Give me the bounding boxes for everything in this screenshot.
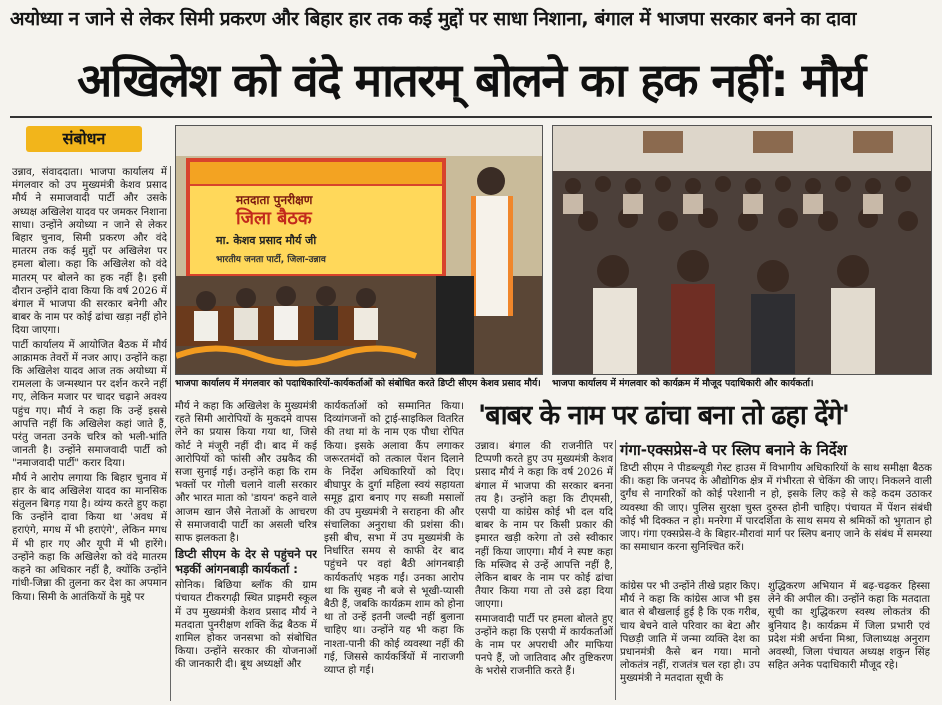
article-column-3 <box>324 400 464 700</box>
quote-headline: 'बाबर के नाम पर ढांचा बना तो ढहा देंगे' <box>478 400 850 431</box>
main-headline: अखिलेश को वंदे मातरम् बोलने का हक नहीं: मौर्य <box>77 53 865 107</box>
paragraph: मौर्य ने कहा कि अखिलेश के मुख्यमंत्री रहते सिमी आरोपियों के मुकदमे वापस लेने का प्रयास किया गया था, जिसे कोर्ट ने मंजूरी नहीं दी। बाद में कई आरोपियों को फांसी और उम्रकैद की सजा सुनाई गई। उन्होंने कहा कि राम भक्तों पर गोली चलाने वाली सरकार और भारत माता को 'डायन' कहने वाले आजम खान जैसे नेताओं के आचरण से समाजवादी पार्टी का असली चरित्र साफ झलकता है। <box>175 401 317 545</box>
photo-2-illustration <box>553 126 932 375</box>
banner-line-4: भारतीय जनता पार्टी, जिला-उन्नाव <box>216 255 326 265</box>
column-divider <box>170 166 171 701</box>
article-column-1 <box>12 166 167 701</box>
paragraph: पार्टी कार्यालय में आयोजित बैठक में मौर्य आक्रामक तेवरों में नजर आए। उन्होंने कहा कि अखिलेश यादव आज तक अयोध्या में रामलला के जन्मस्थान पर दर्शन करने नहीं गए, लेकिन मजार पर चादर चढ़ाने अवश्य पहुंच गए। मौर्य ने कहा कि उन्हें इससे आपत्ति नहीं कि अखिलेश कहां जाते हैं, परंतु जनता उनके चरित्र को भली-भांति जानती है। उन्होंने समाजवादी पार्टी को "नमाजवादी पार्टी" करार दिया। <box>12 339 167 470</box>
banner-line-1: मतदाता पुनरीक्षण <box>236 193 313 207</box>
subheading-anganwadi: डिप्टी सीएम के देर से पहुंचने पर भड़कीं आंगनबाड़ी कार्यकर्ता : <box>175 547 317 577</box>
paragraph: सोनिक। बिछिया ब्लॉक की ग्राम पंचायत टीकरगढ़ी स्थित प्राइमरी स्कूल में उप मुख्यमंत्री केशव प्रसाद मौर्य ने मतदाता पुनरीक्षण शक्ति केंद्र बैठक में शामिल होकर जनसभा को संबोधित किया। उन्होंने सरकार की योजनाओं की जानकारी दी। बूथ अध्यक्षों और <box>175 580 317 671</box>
photo-deputy-cm-addressing <box>175 125 543 375</box>
photo-1-illustration <box>176 126 543 375</box>
headline-rule <box>10 116 932 118</box>
photo-audience-crowd <box>552 125 932 375</box>
ganga-expressway-subhead: गंगा-एक्सप्रेस-वे पर स्लिप बनाने के निर्देश <box>620 441 847 459</box>
banner-line-2: जिला बैठक <box>236 208 312 229</box>
banner-line-3: मा. केशव प्रसाद मौर्य जी <box>216 234 317 247</box>
section-label: संबोधन <box>26 126 142 152</box>
paragraph: उन्नाव। बंगाल की राजनीति पर टिप्पणी करते हुए उप मुख्यमंत्री केशव प्रसाद मौर्य ने कहा कि वर्ष 2026 में बंगाल में भाजपा की सरकार बनना तय है। उन्होंने कहा कि टीएमसी, एसपी या कांग्रेस कोई भी दल यदि बाबर के नाम पर किसी प्रकार की इमारत खड़ी करेगा तो उसे स्वीकार नहीं किया जाएगा। मौर्य ने स्पष्ट कहा कि मस्जिद से उन्हें आपत्ति नहीं है, लेकिन बाबर के नाम पर कोई ढांचा तैयार किया गया तो उसे ढहा दिया जाएगा। <box>475 441 613 611</box>
paragraph: उन्नाव, संवाददाता। भाजपा कार्यालय में मंगलवार को उप मुख्यमंत्री केशव प्रसाद मौर्य ने समाजवादी पार्टी और उसके अध्यक्ष अखिलेश यादव पर जमकर निशाना साधा। उन्होंने अयोध्या न जाने से लेकर बिहार चुनाव, सिमी प्रकरण और वंदे मातरम तक कई मुद्दों पर अखिलेश पर हमला बोला। कहा कि अखिलेश को वंदे मातरम् पर बोलने का हक नहीं है। इसी दौरान उन्होंने दावा किया कि वर्ष 2026 में बंगाल में भाजपा की सरकार बनेगी और बाबर के नाम पर कोई ढांचा खड़ा नहीं होने दिया जाएगा। <box>12 167 167 337</box>
column-divider <box>615 440 616 700</box>
article-column-4 <box>475 440 613 700</box>
article-column-6: शुद्धिकरण अभियान में बढ़-चढ़कर हिस्सा लेने की अपील की। उन्होंने कहा कि मतदाता सूची का शुद्धिकरण स्वस्थ लोकतंत्र की बुनियाद है। कार्यक्रम में जिला प्रभारी एवं प्रदेश मंत्री अर्चना मिश्रा, जिलाध्यक्ष अनुराग अवस्थी, जिला पंचायत अध्यक्ष शकुन सिंह सहित अनेक पदाधिकारी मौजूद रहे। <box>768 581 930 672</box>
article-column-5: कांग्रेस पर भी उन्होंने तीखे प्रहार किए। मौर्य ने कहा कि कांग्रेस आज भी इस बात से बौखलाई हुई है कि एक गरीब, चाय बेचने वाले परिवार का बेटा और पिछड़ी जाति में जन्मा व्यक्ति देश का प्रधानमंत्री कैसे बन गया। मानो लोकतंत्र नहीं, राजतंत्र चल रहा हो। उप मुख्यमंत्री ने मतदाता सूची के <box>620 581 760 685</box>
kicker-headline: अयोध्या न जाने से लेकर सिमी प्रकरण और बिहार हार तक कई मुद्दों पर साधा निशाना, बंगाल में भाजपा सरकार बनने का दावा <box>10 8 857 30</box>
ganga-expressway-body: डिप्टी सीएम ने पीडब्ल्यूडी गेस्ट हाउस में विभागीय अधिकारियों के साथ समीक्षा बैठक की। कहा कि जनपद के औद्योगिक क्षेत्र में गंभीरता से चेकिंग की जाए। निकलने वाली दुर्गंध से नागरिकों को कोई परेशानी न हो, इसके लिए कड़े से कड़े कदम उठाकर व्यवस्था की जाए। पुलिस सुरक्षा चुस्त दुरुस्त होनी चाहिए। पंचायत में पेंशन संबंधी कोई भी दिक्कत न हो। मनरेगा में पारदर्शिता के साथ समय से श्रमिकों को भुगतान हो जाए। गंगा एक्सप्रेस-वे के बिहार-मौरावां मार्ग पर स्लिप बनाए जाने के संबंध में समस्या का समाधान करना सुनिश्चित करें। <box>620 463 932 554</box>
paragraph: समाजवादी पार्टी पर हमला बोलते हुए उन्होंने कहा कि एसपी में कार्यकर्ताओं के नाम पर अपराधी और माफिया पनपे हैं, जो जातिवाद और तुष्टिकरण के भरोसे राजनीति करते हैं। <box>475 613 613 678</box>
article-column-2 <box>175 400 317 700</box>
paragraph: कार्यकर्ताओं को सम्मानित किया। दिव्यांगजनों को ट्राई-साइकिल वितरित की तथा मां के नाम एक पौधा रोपित किया। इसके अलावा कैंप लगाकर जरूरतमंदों को तत्काल पेंशन दिलाने के निर्देश अधिकारियों को दिए। बीघापुर के दुर्गा महिला स्वयं सहायता समूह द्वारा बनाए गए सब्जी मसालों की उप मुख्यमंत्री ने सराहना की और संचालिका अनुराधा की प्रशंसा की। इसी बीच, सभा में उप मुख्यमंत्री के निर्धारित समय से काफी देर बाद पहुंचने पर वहां बैठी आंगनबाड़ी कार्यकर्ताएं भड़क गईं। उनका आरोप था कि सुबह नौ बजे से भूखी-प्यासी बैठी हैं, जबकि कार्यक्रम शाम को होना था तो उन्हें इतनी जल्दी नहीं बुलाना चाहिए था। उन्होंने यह भी कहा कि नाश्ता-पानी की कोई व्यवस्था नहीं की गई, जिससे कार्यकर्त्रियों में नाराजगी व्याप्त हो गई। <box>324 401 464 677</box>
paragraph: मौर्य ने आरोप लगाया कि बिहार चुनाव में हार के बाद अखिलेश यादव का मानसिक संतुलन बिगड़ गया है। व्यंग्य करते हुए कहा कि उन्होंने दावा किया था 'अवध में हराएंगे, मगध में भी हराएंगे', लेकिन मगध में भी हार गए और यूपी में भी हारेंगे। उन्होंने कहा कि अखिलेश को वंदे मातरम कहने का अधिकार नहीं है, क्योंकि उन्होंने गांधी-जिन्ना की तुलना कर देश का अपमान किया। सिमी के आतंकियों के मुद्दे पर <box>12 472 167 603</box>
photo-1-caption: भाजपा कार्यालय में मंगलवार को पदाधिकारियों-कार्यकर्ताओं को संबोधित करते डिप्टी सीएम केशव प्रसाद मौर्य। <box>175 378 541 389</box>
photo-2-caption: भाजपा कार्यालय में मंगलवार को कार्यक्रम में मौजूद पदाधिकारी और कार्यकर्ता। <box>552 378 814 389</box>
